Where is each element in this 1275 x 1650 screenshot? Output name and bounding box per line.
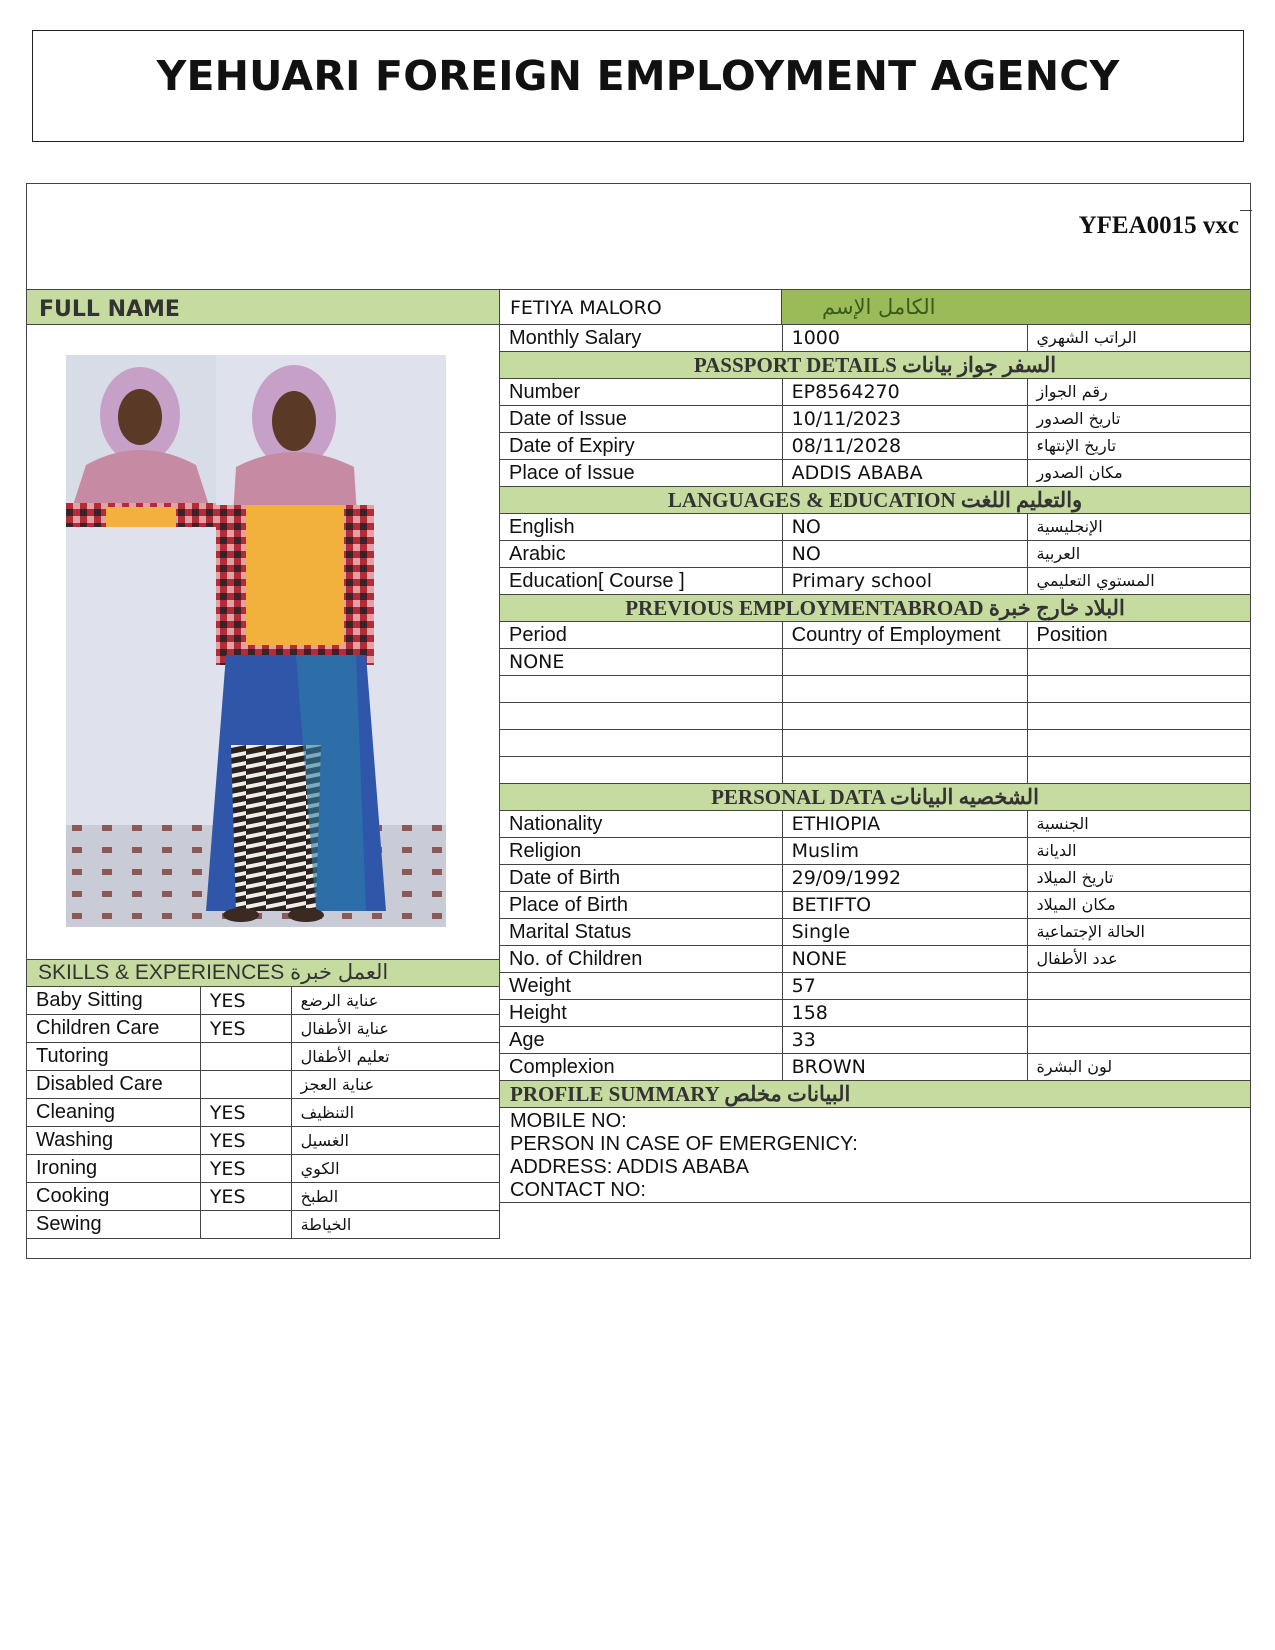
skill-row-label-ar: الطبخ — [300, 1186, 339, 1206]
personal-row-label-ar: مكان الميلاد — [1036, 895, 1116, 914]
full-name-label: FULL NAME — [39, 297, 180, 322]
personal-row — [500, 811, 1251, 838]
passport-row-label: Date of Issue — [509, 407, 627, 430]
passport-row-value: 10/11/2023 — [791, 408, 902, 430]
skill-row-label: Sewing — [36, 1213, 102, 1235]
language-row-label: English — [509, 515, 575, 538]
language-row-value: NO — [791, 543, 821, 565]
skill-row-label: Ironing — [36, 1157, 98, 1179]
language-row-label: Arabic — [509, 542, 566, 565]
skill-row-label-ar: التنظيف — [300, 1102, 355, 1122]
salary-label: Monthly Salary — [509, 326, 642, 349]
employment-cell: NONE — [509, 651, 565, 673]
skill-row-label: Children Care — [36, 1017, 160, 1039]
personal-heading-row — [500, 784, 1251, 811]
candidate-photo-illustration — [66, 355, 446, 927]
employment-row — [500, 676, 1251, 703]
passport-heading: PASSPORT DETAILS السفر جواز بيانات — [693, 352, 1057, 377]
skills-heading: SKILLS & EXPERIENCES العمل خبرة — [38, 961, 389, 984]
personal-row-label-ar: الحالة الإجتماعية — [1036, 922, 1145, 941]
profile-summary-line: PERSON IN CASE OF EMERGENICY: — [510, 1133, 858, 1155]
skill-row — [27, 1127, 500, 1155]
passport-row-value: EP8564270 — [791, 381, 900, 403]
skill-row-value: YES — [209, 1101, 246, 1124]
language-row-value: Primary school — [791, 570, 933, 592]
candidate-photo — [66, 355, 446, 927]
skill-row-label-ar: الغسيل — [300, 1130, 349, 1150]
passport-row-label-ar: تاريخ الصدور — [1036, 409, 1121, 428]
language-row — [500, 541, 1251, 568]
full-name-label-cell — [26, 289, 500, 325]
personal-row-label: Marital Status — [509, 920, 632, 943]
skill-row-value: YES — [209, 1129, 246, 1152]
personal-row-label-ar: عدد الأطفال — [1036, 949, 1118, 968]
personal-row-label: Religion — [509, 839, 582, 862]
personal-row-value: NONE — [791, 948, 848, 970]
passport-row-label-ar: تاريخ الإنتهاء — [1036, 436, 1117, 455]
skill-row-label: Baby Sitting — [36, 989, 143, 1011]
personal-row-value: ETHIOPIA — [791, 813, 881, 835]
language-row — [500, 514, 1251, 541]
personal-row-label: Nationality — [509, 812, 603, 835]
skill-row-label-ar: الكوي — [300, 1158, 340, 1178]
profile-summary-heading-row — [500, 1081, 1251, 1108]
skill-row-label-ar: عناية العجز — [300, 1074, 375, 1094]
skill-row — [27, 1043, 500, 1071]
passport-row — [500, 406, 1251, 433]
personal-row — [500, 838, 1251, 865]
personal-row-label: Complexion — [509, 1055, 615, 1078]
skill-row-value: YES — [209, 1185, 246, 1208]
passport-row — [500, 379, 1251, 406]
language-row-label: Education[ Course ] — [509, 569, 685, 592]
profile-summary-lines — [510, 1110, 1240, 1202]
personal-row-value: BROWN — [791, 1056, 866, 1078]
personal-row — [500, 919, 1251, 946]
previous-employment-heading-row — [500, 595, 1251, 622]
personal-row-value: 29/09/1992 — [791, 867, 902, 889]
skill-row — [27, 1015, 500, 1043]
skill-row-label: Washing — [36, 1129, 114, 1151]
passport-row — [500, 460, 1251, 487]
employment-row — [500, 730, 1251, 757]
previous-employment-header-row — [500, 622, 1251, 649]
language-row — [500, 568, 1251, 595]
agency-title: YEHUARI FOREIGN EMPLOYMENT AGENCY — [156, 52, 1120, 100]
personal-row — [500, 892, 1251, 919]
personal-row-label: No. of Children — [509, 947, 643, 970]
personal-row — [500, 973, 1251, 1000]
frame-tick — [1240, 210, 1252, 211]
profile-summary-cell — [500, 1108, 1251, 1203]
skill-row-label-ar: عناية الأطفال — [300, 1018, 389, 1038]
personal-row-label-ar: الجنسية — [1036, 814, 1089, 833]
language-row-label-ar: المستوي التعليمي — [1036, 571, 1155, 590]
skill-row-value: YES — [209, 1157, 246, 1180]
salary-row — [500, 325, 1251, 352]
employment-row — [500, 703, 1251, 730]
personal-row-value: 33 — [791, 1029, 816, 1051]
column-period: Period — [509, 623, 567, 646]
personal-row-label-ar: لون البشرة — [1036, 1057, 1113, 1076]
passport-heading-row — [500, 352, 1251, 379]
full-name-arabic: الكامل الإسم — [822, 295, 936, 319]
passport-row-label: Place of Issue — [509, 461, 635, 484]
personal-row — [500, 946, 1251, 973]
full-name-value: FETIYA MALORO — [510, 297, 662, 319]
skill-row — [27, 1071, 500, 1099]
passport-row-label-ar: رقم الجواز — [1036, 382, 1108, 401]
languages-heading: LANGUAGES & EDUCATION والتعليم اللغت — [667, 487, 1083, 512]
skill-row — [27, 1183, 500, 1211]
agency-title-box — [32, 30, 1244, 142]
skills-table — [26, 959, 500, 1239]
full-name-value-cell — [499, 289, 782, 325]
personal-heading: PERSONAL DATA الشخصيه البيانات — [711, 784, 1039, 809]
personal-row-value: 158 — [791, 1002, 828, 1024]
passport-row-label-ar: مكان الصدور — [1036, 463, 1123, 482]
skill-row-label-ar: تعليم الأطفال — [300, 1046, 390, 1066]
personal-row-label-ar: تاريخ الميلاد — [1036, 868, 1114, 887]
skill-row — [27, 1211, 500, 1239]
skills-heading-row — [27, 960, 500, 987]
personal-row-value: Single — [791, 921, 851, 943]
personal-row-label: Weight — [509, 974, 571, 997]
personal-row-value: BETIFTO — [791, 894, 872, 916]
salary-label-ar: الراتب الشهري — [1036, 328, 1137, 347]
personal-row-value: 57 — [791, 975, 816, 997]
skill-row-value: YES — [209, 1017, 246, 1040]
personal-row-label: Date of Birth — [509, 866, 621, 889]
personal-row — [500, 865, 1251, 892]
skill-row-label: Cleaning — [36, 1101, 115, 1123]
skill-row — [27, 1099, 500, 1127]
profile-summary-row — [500, 1108, 1251, 1203]
passport-row-label: Date of Expiry — [509, 434, 635, 457]
column-position: Position — [1036, 623, 1108, 646]
profile-summary-line: CONTACT NO: — [510, 1179, 646, 1201]
skill-row — [27, 1155, 500, 1183]
personal-row — [500, 1027, 1251, 1054]
passport-row — [500, 433, 1251, 460]
full-name-arabic-cell — [781, 289, 1251, 325]
language-row-label-ar: الإنجليسية — [1036, 517, 1103, 536]
passport-row-label: Number — [509, 380, 581, 403]
personal-row — [500, 1054, 1251, 1081]
passport-row-value: 08/11/2028 — [791, 435, 902, 457]
personal-row — [500, 1000, 1251, 1027]
skill-row — [27, 987, 500, 1015]
language-row-value: NO — [791, 516, 821, 538]
skill-row-label: Cooking — [36, 1185, 110, 1207]
employment-row — [500, 757, 1251, 784]
personal-row-label: Age — [509, 1028, 545, 1051]
reference-code: YFEA0015 vxc — [1078, 212, 1239, 239]
personal-row-value: Muslim — [791, 840, 860, 862]
personal-row-label-ar: الديانة — [1036, 841, 1077, 860]
skill-row-label: Disabled Care — [36, 1073, 163, 1095]
skill-row-value: YES — [209, 989, 246, 1012]
salary-value: 1000 — [791, 327, 840, 349]
details-table — [499, 324, 1251, 1203]
personal-row-label: Place of Birth — [509, 893, 628, 916]
profile-summary-line: MOBILE NO: — [510, 1110, 627, 1132]
previous-employment-heading: PREVIOUS EMPLOYMENTABROAD البلاد خارج خبرة — [625, 595, 1125, 620]
employment-row — [500, 649, 1251, 676]
profile-summary-line: ADDRESS: ADDIS ABABA — [510, 1156, 749, 1178]
skill-row-label-ar: الخياطة — [300, 1214, 352, 1234]
language-row-label-ar: العربية — [1036, 544, 1081, 563]
profile-summary-heading: PROFILE SUMMARY البيانات مخلص — [510, 1081, 851, 1106]
passport-row-value: ADDIS ABABA — [791, 462, 923, 484]
languages-heading-row — [500, 487, 1251, 514]
personal-row-label: Height — [509, 1001, 567, 1024]
skill-row-label-ar: عناية الرضع — [300, 990, 379, 1010]
skill-row-label: Tutoring — [36, 1045, 109, 1067]
column-country: Country of Employment — [791, 623, 1001, 646]
